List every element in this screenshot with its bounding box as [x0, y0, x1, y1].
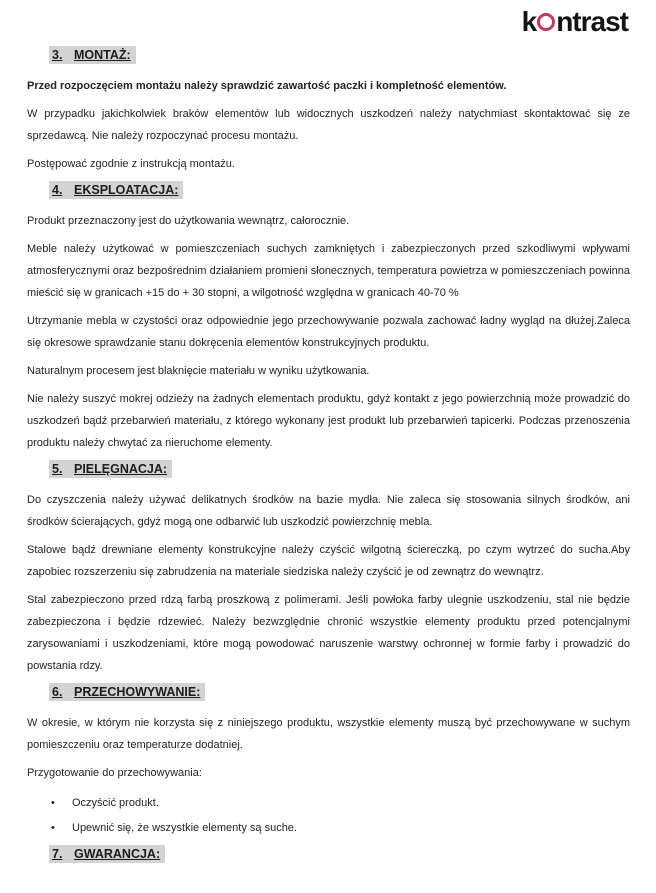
section-heading-pielegnacja — [49, 462, 630, 477]
list-item-text: Upewnić się, że wszystkie elementy są suche. — [72, 822, 297, 834]
paragraph-przechowywanie-okres: W okresie, w którym nie korzysta się z niniejszego produktu, wszystkie elementy muszą być przechowywane w suchym pomieszczeniu oraz temperaturze dodatniej. — [27, 717, 630, 751]
bullet-icon: • — [51, 797, 55, 809]
bullet-icon: • — [51, 822, 55, 834]
heading-number: 5. — [52, 462, 63, 476]
heading-number: 6. — [52, 685, 63, 699]
paragraph-eksploatacja-utrzymanie: Utrzymanie mebla w czystości oraz odpowiednie jego przechowywanie pozwala zachować ładny wygląd na dłużej.Zaleca się okresowe sprawdzanie stanu dokręcenia elementów konstrukcyjnych produktu. — [27, 315, 630, 349]
paragraph-eksploatacja-odziez: Nie należy suszyć mokrej odzieży na żadnych elementach produktu, gdyż kontakt z jego powierzchnią może prowadzić do uszkodzeń bądź przebarwień materiału, z którego wykonany jest produkt lub przebarwień tapicerki. Podczas przenoszenia produktu należy chwytać za nieruchome elementy. — [27, 393, 630, 449]
heading-highlight — [49, 181, 183, 199]
paragraph-eksploatacja-przeznaczenie: Produkt przeznaczony jest do użytkowania wewnątrz, całorocznie. — [27, 215, 350, 227]
heading-label: PIELĘGNACJA: — [74, 462, 168, 476]
heading-highlight — [49, 683, 205, 701]
kontrast-logo — [522, 5, 628, 39]
paragraph-montaz-instrukcja: Postępować zgodnie z instrukcją montażu. — [27, 158, 235, 170]
heading-number: 3. — [52, 48, 63, 62]
paragraph-eksploatacja-blakniecie: Naturalnym procesem jest blaknięcie materiału w wyniku użytkowania. — [27, 365, 370, 377]
paragraph-montaz-intro: Przed rozpoczęciem montażu należy sprawdzić zawartość paczki i kompletność elementów. — [27, 80, 507, 92]
heading-label: MONTAŻ: — [74, 48, 131, 62]
storage-checklist — [27, 792, 630, 839]
paragraph-pielegnacja-czyszczenie: Do czyszczenia należy używać delikatnych środków na bazie mydła. Nie zaleca się stosowania silnych środków, ani środków ścierających, gdyż mogą one odbarwić lub uszkodzić powierzchnię mebla. — [27, 494, 630, 528]
heading-highlight — [49, 460, 172, 478]
paragraph-przechowywanie-przygotowanie: Przygotowanie do przechowywania: — [27, 767, 202, 779]
paragraph-eksploatacja-warunki: Meble należy użytkować w pomieszczeniach suchych zamkniętych i zabezpieczonych przed szkodliwymi wpływami atmosferycznymi oraz bezpośrednim działaniem promieni słonecznych, temperatura powietrza w pomieszczeniach powinna mieścić się w granicach +15 do + 30 stopni, a wilgotność względna w granicach 40-70 % — [27, 243, 630, 299]
heading-number: 7. — [52, 847, 63, 861]
section-heading-eksploatacja — [49, 183, 630, 198]
heading-number: 4. — [52, 183, 63, 197]
heading-label: EKSPLOATACJA: — [74, 183, 179, 197]
section-heading-przechowywanie — [49, 685, 630, 700]
heading-label: GWARANCJA: — [74, 847, 161, 861]
paragraph-montaz-braki: W przypadku jakichkolwiek braków elementów lub widocznych uszkodzeń należy natychmiast skontaktować się ze sprzedawcą. Nie należy rozpoczynać procesu montażu. — [27, 108, 630, 142]
heading-highlight — [49, 845, 165, 863]
logo-o-ring-icon — [537, 13, 555, 31]
section-heading-montaz — [49, 48, 630, 63]
logo-text-before-o: k — [521, 6, 537, 37]
heading-highlight — [49, 46, 136, 64]
section-heading-gwarancja — [49, 847, 630, 862]
heading-label: PRZECHOWYWANIE: — [74, 685, 201, 699]
list-item — [27, 817, 630, 839]
paragraph-pielegnacja-stalowe: Stalowe bądź drewniane elementy konstrukcyjne należy czyścić wilgotną ściereczką, po czym wytrzeć do sucha.Aby zapobiec rozszerzeniu się zabrudzenia na materiale siedziska należy czyścić je od zewnątrz do wewnątrz. — [27, 544, 630, 578]
list-item-text: Oczyścić produkt. — [72, 797, 159, 809]
list-item — [27, 792, 630, 814]
paragraph-pielegnacja-rdza: Stal zabezpieczono przed rdzą farbą proszkową z polimerami. Jeśli powłoka farby ulegnie uszkodzeniu, stal nie będzie zabezpieczona i będzie rdzewieć. Należy bezwzględnie chronić wszystkie elementy produktu przed potencjalnymi zarysowaniami i uszkodzeniami, które mogą powodować naruszenie warstwy ochronnej w formie farby i prowadzić do powstania rdzy. — [27, 594, 630, 672]
logo-text-after-o: ntrast — [556, 6, 628, 37]
